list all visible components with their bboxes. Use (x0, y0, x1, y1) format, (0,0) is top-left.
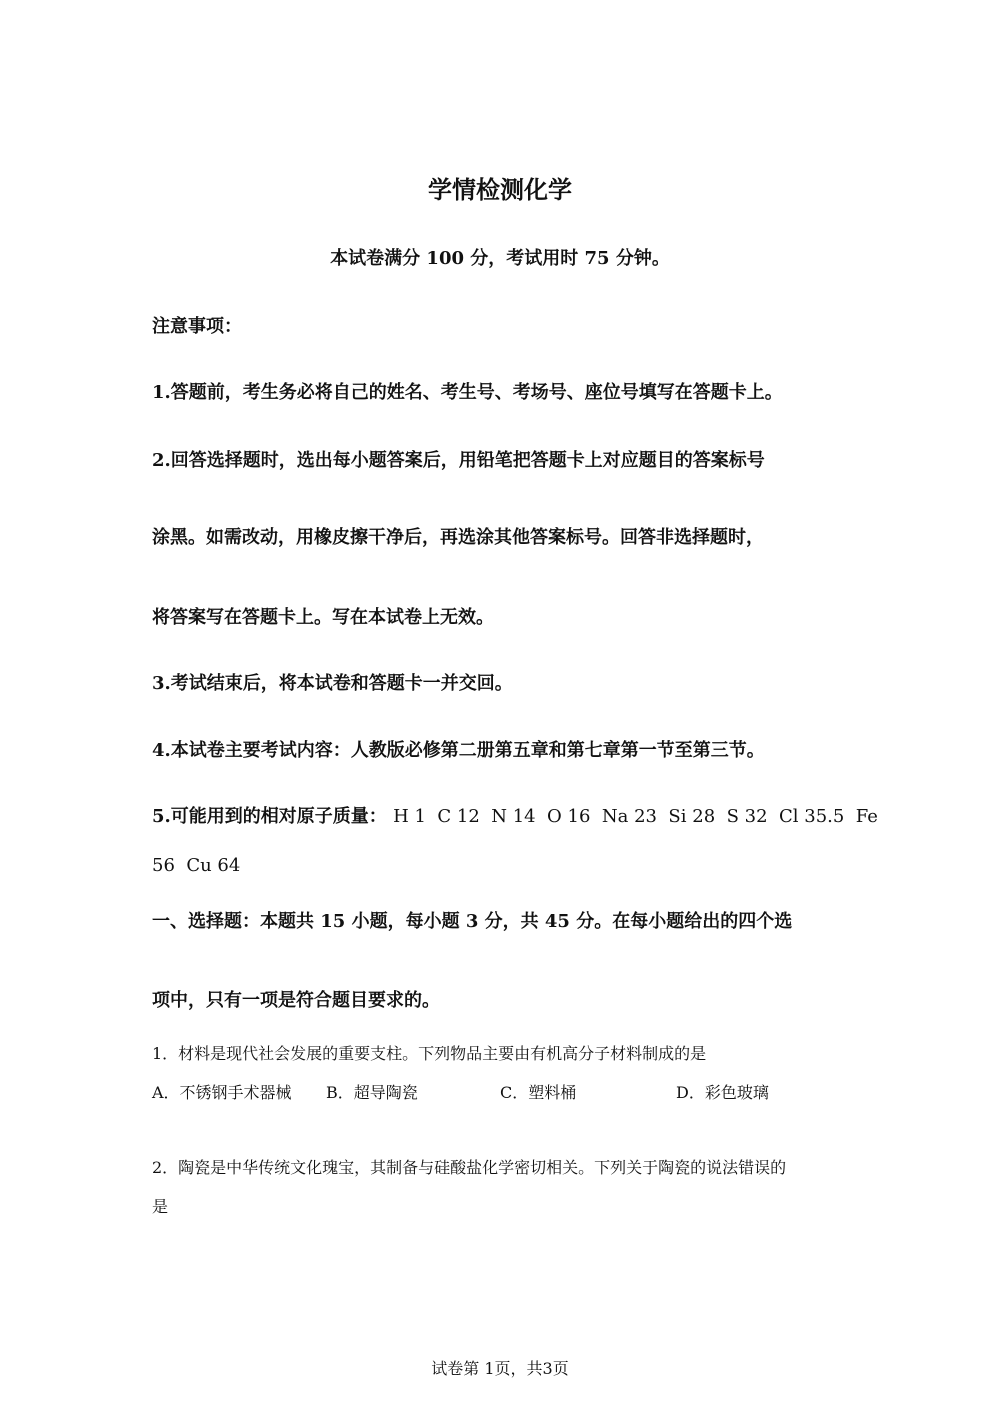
atomic-mass-label: 5.可能用到的相对原子质量： (152, 806, 387, 827)
page-title: 学情检测化学 (428, 176, 572, 204)
page-footer: 试卷第 1页，共3页 (431, 1359, 569, 1378)
notice-item-2-line-2: 涂黑。如需改动，用橡皮擦干净后，再选涂其他答案标号。回答非选择题时， (152, 527, 764, 548)
question-1-option-a: A．不锈钢手术器械 (152, 1083, 292, 1102)
question-2-stem-line-2: 是 (152, 1197, 169, 1216)
section-1-heading-line-2: 项中，只有一项是符合题目要求的。 (152, 990, 440, 1011)
atomic-mass-values: H 1 C 12 N 14 O 16 Na 23 Si 28 S 32 Cl 35.5 Fe (393, 806, 878, 827)
atomic-mass-values-continued: 56 Cu 64 (152, 855, 241, 876)
section-1-heading-line-1: 一、选择题：本题共 15 小题，每小题 3 分，共 45 分。在每小题给出的四个选 (152, 911, 793, 932)
notice-heading: 注意事项： (152, 316, 242, 337)
question-2-stem-line-1: 2．陶瓷是中华传统文化瑰宝，其制备与硅酸盐化学密切相关。下列关于陶瓷的说法错误的 (152, 1158, 787, 1177)
notice-item-2-line-1: 2.回答选择题时，选出每小题答案后，用铅笔把答题卡上对应题目的答案标号 (152, 450, 765, 471)
question-1-option-d: D．彩色玻璃 (676, 1083, 769, 1102)
question-1-stem: 1．材料是现代社会发展的重要支柱。下列物品主要由有机高分子材料制成的是 (152, 1044, 707, 1063)
notice-item-2-line-3: 将答案写在答题卡上。写在本试卷上无效。 (152, 607, 494, 628)
notice-item-5 (152, 802, 878, 828)
notice-item-3: 3.考试结束后，将本试卷和答题卡一并交回。 (152, 673, 513, 694)
question-1-option-c: C．塑料桶 (500, 1083, 577, 1102)
notice-item-4: 4.本试卷主要考试内容：人教版必修第二册第五章和第七章第一节至第三节。 (152, 740, 765, 761)
question-1-option-b: B．超导陶瓷 (326, 1083, 418, 1102)
exam-subtitle: 本试卷满分 100 分，考试用时 75 分钟。 (330, 248, 670, 269)
notice-item-1: 1.答题前，考生务必将自己的姓名、考生号、考场号、座位号填写在答题卡上。 (152, 382, 783, 403)
